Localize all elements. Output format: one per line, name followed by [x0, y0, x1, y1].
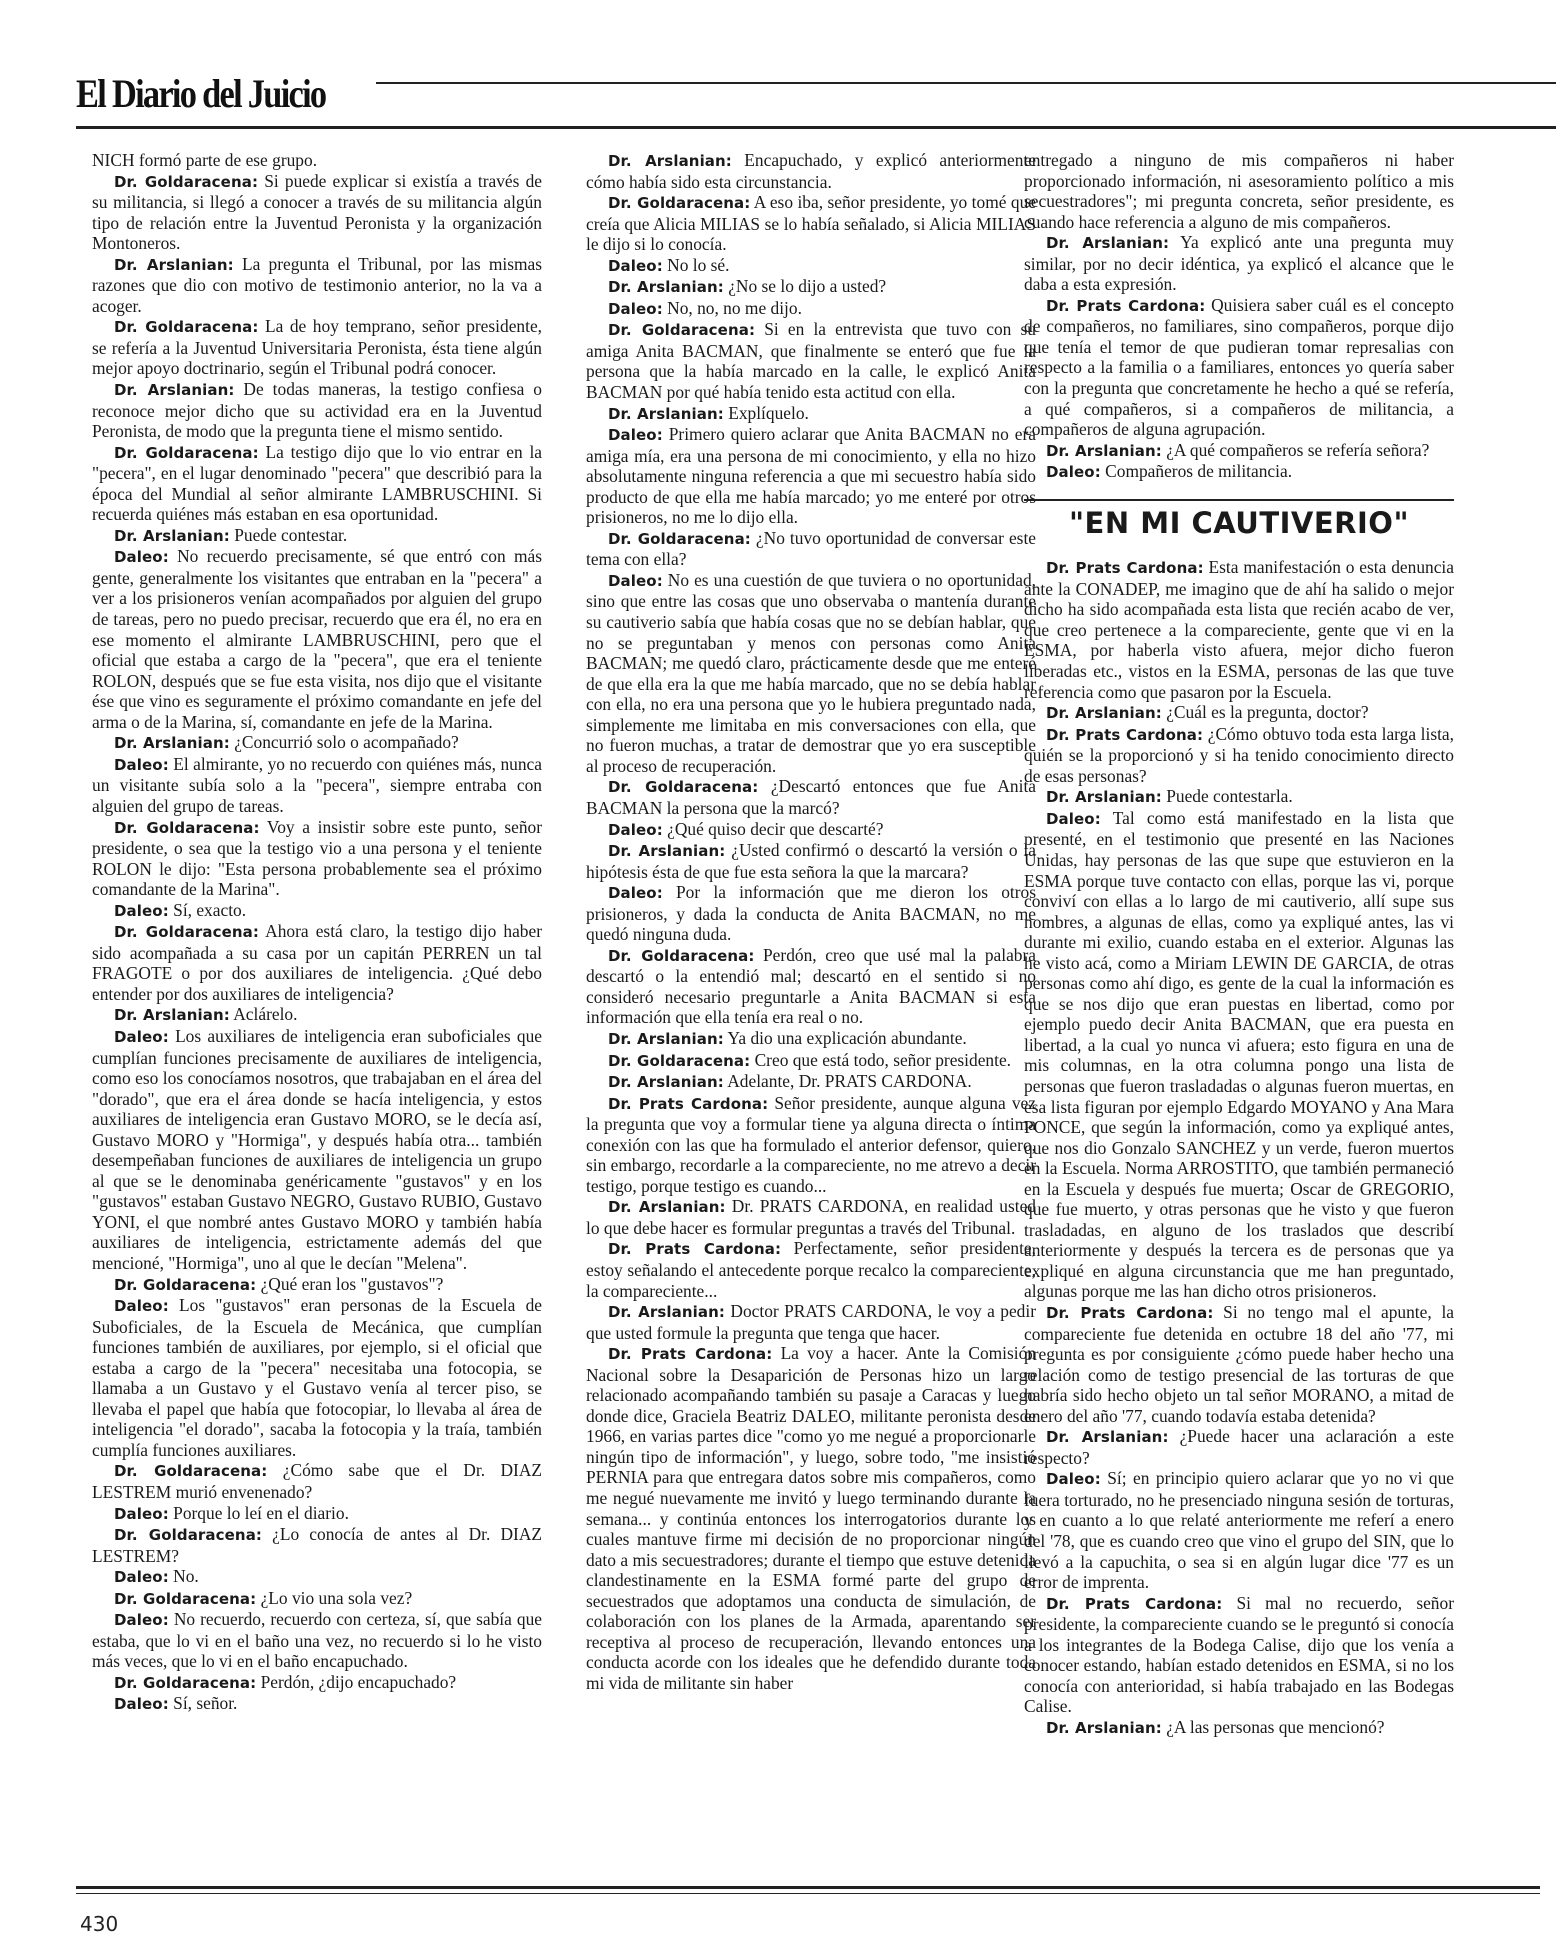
speech-text: ¿A las personas que mencionó?	[1161, 1716, 1385, 1737]
header-rule-thin	[376, 82, 1556, 84]
speech-text: ¿Cómo sabe que el Dr. DIAZ LESTREM murió envenenado?	[92, 1460, 543, 1502]
speaker-label: Dr. Prats Cardona:	[608, 1345, 773, 1364]
speaker-label: Dr. Arslanian:	[1046, 1428, 1169, 1447]
speaker-label: Daleo:	[114, 1504, 169, 1523]
speaker-label: Dr. Arslanian:	[608, 1303, 725, 1322]
transcript-paragraph	[92, 1295, 542, 1460]
column-1	[92, 150, 542, 1715]
transcript-paragraph	[586, 1071, 1036, 1093]
transcript-paragraph	[92, 1672, 542, 1694]
speech-text: Puede contestar.	[229, 524, 348, 545]
speaker-label: Daleo:	[114, 755, 169, 774]
speaker-label: Daleo:	[608, 426, 663, 445]
speech-text: Explíquelo.	[723, 402, 809, 423]
speech-text: ¿Qué eran los "gustavos"?	[256, 1273, 444, 1294]
speaker-label: Dr. Goldaracena:	[114, 923, 259, 942]
speaker-label: Dr. Arslanian:	[608, 152, 732, 170]
speaker-label: Daleo:	[1046, 809, 1101, 828]
header-rule-thick	[76, 126, 1556, 129]
column-3-bottom	[1024, 557, 1454, 1738]
transcript-paragraph	[1024, 461, 1454, 483]
speaker-label: Dr. Arslanian:	[608, 1198, 726, 1217]
speech-text: Doctor PRATS CARDONA, le voy a pedir que usted formule la pregunta que tenga que hacer.	[586, 1301, 1036, 1343]
transcript-paragraph	[92, 1693, 542, 1715]
speech-text: Si en la entrevista que tuvo con su amiga Anita BACMAN, que finalmente se enteró que fue la persona que la había marcado en la calle, le explicó Anita BACMAN por qué había tenido esta actitud con ella.	[586, 319, 1036, 403]
speech-text: Si mal no recuerdo, señor presidente, la compareciente cuando se le preguntó si conocía a los integrantes de la Bodega Calise, dijo que los venía a conocer estando, habían estado detenidos en ESMA, si no los conocía con anterioridad, si había trabajado en las Bodegas Calise.	[1024, 1592, 1454, 1717]
speech-text: De todas maneras, la testigo confiesa o reconoce mejor dicho que su actividad era en la Juventud Peronista, de modo que la pregunta tiene el mismo sentido.	[92, 379, 542, 442]
speaker-label: Dr. Arslanian:	[1046, 788, 1162, 807]
speaker-label: Daleo:	[1046, 1470, 1101, 1489]
transcript-paragraph	[586, 528, 1036, 570]
speech-text: Aclárelo.	[229, 1004, 298, 1025]
speech-text: Dr. PRATS CARDONA, en realidad usted lo que debe hacer es formular preguntas a través del Tribunal.	[586, 1196, 1036, 1238]
transcript-paragraph	[1024, 440, 1454, 462]
transcript-paragraph	[92, 1524, 542, 1566]
speaker-label: Dr. Prats Cardona:	[1046, 1303, 1214, 1322]
speech-text: ¿Puede hacer una aclaración a este respecto?	[1024, 1426, 1454, 1468]
transcript-paragraph	[1024, 232, 1454, 295]
speaker-label: Dr. Goldaracena:	[608, 1051, 751, 1070]
transcript-paragraph	[586, 1028, 1036, 1050]
transcript-paragraph	[92, 316, 542, 379]
speech-text: Sí, exacto.	[168, 899, 247, 920]
transcript-paragraph	[586, 945, 1036, 1028]
speech-text: No recuerdo precisamente, sé que entró con más gente, generalmente los visitantes que entraban en la "pecera" a ver a los prisioneros venían acompañados por alguien del grupo de tareas, pero no puedo precisar, recuerdo que era él, no era en ese momento el almirante LAMBRUSCHINI, pero que el oficial que estaba a cargo de la "pecera", que era el teniente ROLON, después que se fue esta visita, nos dijo que el visitante ése que vino es seguramente el próximo comandante en jefe del arma o de la Marina, sí, comandante en jefe de la Marina.	[92, 546, 542, 732]
speech-text: Señor presidente, aunque alguna vez la pregunta que voy a formular tiene ya alguna directa o íntima conexión con las que ha formulado el anterior defensor, quiero, sin embargo, recordarle a la compareciente, no me atrevo a decir testigo, porque testigo es cuando...	[586, 1092, 1036, 1196]
transcript-paragraph	[1024, 295, 1454, 440]
speech-text: Si puede explicar si existía a través de su militancia, si llegó a conocer a través de su militancia algún tipo de relación entre la Juventud Peronista y la organización Montoneros.	[92, 170, 542, 254]
speech-text: No recuerdo, recuerdo con certeza, sí, que sabía que estaba, que lo vi en el baño una vez, no recuerdo si lo he visto más veces, que lo vi en el baño encapuchado.	[92, 1609, 542, 1672]
speech-text: ¿Cuál es la pregunta, doctor?	[1161, 702, 1369, 723]
speech-text: ¿Cómo obtuvo toda esta larga lista, quién se la proporcionó y si ha tenido conocimiento directo de esas personas?	[1024, 723, 1454, 786]
speech-text: La de hoy temprano, señor presidente, se refería a la Juventud Universitaria Peronista, ésta tiene algún mejor apoyo doctrinario, según el Tribunal podrá conocer.	[92, 316, 543, 379]
transcript-paragraph	[92, 1004, 542, 1026]
speech-text: La voy a hacer. Ante la Comisión Nacional sobre la Desaparición de Personas hizo un largo relacionado acompañando también su pasaje a Caracas y luego donde dice, Graciela Beatriz DALEO, militante peronista desde 1966, en varias partes dice "como yo me negué a proporcionarle ningún tipo de información", y luego, sobre todo, "me insistió PERNIA para que entregara datos sobre mis compañeros, como me negué nuevamente me invitó y luego terminando durante la semana... y continúa entonces los interrogatorios durante los cuales mantuve firme mi decisión de no proporcionar ningún dato a mis secuestradores; durante el tiempo que estuve detenida clandestinamente en la ESMA formé parte del grupo de secuestrados que adoptamos una conducta de simulación, de colaboración con los planes de la Armada, aparentando ser receptiva al proceso de recuperación, llevando entonces una conducta acorde con los ideales que he defendido durante toda mi vida de militante sin haber	[586, 1343, 1036, 1693]
column-3	[1024, 150, 1454, 1738]
footer-rule-thick	[76, 1886, 1540, 1889]
transcript-paragraph	[92, 150, 542, 171]
speaker-label: Daleo:	[608, 884, 663, 903]
transcript-paragraph	[1024, 557, 1454, 702]
speaker-label: Daleo:	[114, 901, 169, 920]
speaker-label: Dr. Goldaracena:	[114, 1589, 257, 1608]
speaker-label: Dr. Goldaracena:	[114, 1462, 268, 1481]
transcript-paragraph	[92, 1566, 542, 1588]
speaker-label: Daleo:	[114, 1297, 169, 1316]
speech-text: Sí, señor.	[168, 1693, 238, 1714]
speech-text: ¿No tuvo oportunidad de conversar este tema con ella?	[586, 527, 1036, 570]
speech-text: ¿Usted confirmó o descartó la versión o la hipótesis ésta de que fue esta señora la que la marcara?	[586, 840, 1036, 882]
speaker-label: Dr. Goldaracena:	[114, 1526, 263, 1545]
transcript-paragraph	[586, 570, 1036, 776]
speaker-label: Daleo:	[1046, 463, 1101, 482]
speech-text: Creo que está todo, señor presidente.	[750, 1049, 1012, 1070]
transcript-paragraph	[1024, 702, 1454, 724]
masthead-title: El Diario del Juicio	[76, 71, 326, 116]
transcript-paragraph	[1024, 724, 1454, 787]
transcript-paragraph	[92, 525, 542, 547]
transcript-paragraph	[586, 403, 1036, 425]
speech-text: entregado a ninguno de mis compañeros ni haber proporcionado información, ni asesoramiento político a mis secuestradores"; mi pregunta concreta, señor presidente, es cuando hace referencia a alguno de mis compañeros.	[1024, 150, 1454, 232]
transcript-paragraph	[1024, 1426, 1454, 1468]
speech-text: Los "gustavos" eran personas de la Escuela de Suboficiales, de la Escuela de Mecánica, que cumplían funciones también de auxiliares, por ejemplo, si el oficial que estaba a cargo de la "pecera" necesitaba una fotocopia, se llamaba a un Gustavo y el Gustavo venía al tercer piso, se llevaba el papel que había que fotocopiar, lo llevaba al área de inteligencia "el dorado", sacaba la fotocopia y la traía, también cumplía funciones auxiliares.	[92, 1295, 542, 1460]
speaker-label: Daleo:	[608, 256, 663, 275]
speaker-label: Dr. Goldaracena:	[114, 318, 259, 337]
speaker-label: Daleo:	[114, 1027, 169, 1046]
speaker-label: Dr. Goldaracena:	[608, 194, 751, 213]
speaker-label: Dr. Arslanian:	[1046, 1718, 1162, 1737]
transcript-paragraph	[586, 882, 1036, 945]
speech-text: ¿A qué compañeros se refería señora?	[1161, 439, 1430, 460]
transcript-paragraph	[92, 921, 542, 1004]
speaker-label: Dr. Arslanian:	[608, 842, 726, 861]
transcript-paragraph	[586, 150, 1036, 192]
transcript-paragraph	[586, 192, 1036, 255]
transcript-paragraph	[586, 1196, 1036, 1238]
transcript-paragraph	[586, 298, 1036, 320]
transcript-paragraph	[92, 817, 542, 900]
speaker-label: Dr. Arslanian:	[1046, 441, 1162, 460]
footer-rule-thin	[76, 1893, 1540, 1894]
transcript-paragraph	[92, 732, 542, 754]
speaker-label: Dr. Prats Cardona:	[1046, 1594, 1223, 1613]
transcript-paragraph	[586, 319, 1036, 402]
speaker-label: Dr. Prats Cardona:	[608, 1094, 769, 1113]
speech-text: Primero quiero aclarar que Anita BACMAN no era amiga mía, era una persona de mi conocimiento, y ella no hizo absolutamente ninguna referencia a que mi secuestro había sido producto de que ella me había marcado; yo me enteré por otros prisioneros, no me lo dijo ella.	[586, 424, 1036, 528]
page-number: 430	[80, 1912, 119, 1936]
transcript-paragraph	[586, 1093, 1036, 1197]
speech-text: No es una cuestión de que tuviera o no oportunidad, sino que entre las cosas que uno observaba o mantenía durante su cautiverio sabía que había cosas que no se debían hablar, que no se preguntaban y menos con personas como Anita BACMAN; me quedó claro, prácticamente desde que me enteré de que ella era la que me había marcado, que no se debía hablar con ella, no era una persona que yo le hubiera preguntado nada, simplemente me limitaba en mis conversaciones con ella, que no fueron muchas, a tratar de demostrar que yo era susceptible al proceso de recuperación.	[586, 569, 1036, 776]
speaker-label: Daleo:	[608, 571, 663, 590]
speaker-label: Dr. Arslanian:	[114, 734, 230, 753]
speaker-label: Daleo:	[114, 1695, 169, 1714]
speaker-label: Dr. Prats Cardona:	[1046, 725, 1204, 744]
column-3-top	[1024, 150, 1454, 483]
speaker-label: Dr. Arslanian:	[608, 404, 724, 423]
transcript-paragraph	[586, 1238, 1036, 1301]
speech-text: Adelante, Dr. PRATS CARDONA.	[723, 1071, 972, 1092]
speaker-label: Dr. Prats Cardona:	[1046, 296, 1206, 315]
speaker-label: Dr. Goldaracena:	[608, 946, 755, 965]
speaker-label: Dr. Arslanian:	[114, 526, 230, 545]
transcript-paragraph	[92, 1609, 542, 1672]
speaker-label: Dr. Arslanian:	[608, 1029, 724, 1048]
transcript-paragraph	[92, 1588, 542, 1610]
speech-text: El almirante, yo no recuerdo con quiénes más, nunca un visitante subía solo a la "pecera", siempre entraba con alguien del grupo de tareas.	[92, 753, 542, 816]
transcript-paragraph	[92, 1274, 542, 1296]
speech-text: Perdón, creo que usé mal la palabra descartó o la entendió mal; descartó en el sentido si no consideró necesario preguntarle a Anita BACMAN si esta información que ella tenía era real o no.	[586, 944, 1037, 1028]
speaker-label: Dr. Goldaracena:	[608, 778, 759, 797]
transcript-paragraph	[586, 1301, 1036, 1343]
speaker-label: Dr. Goldaracena:	[114, 818, 260, 837]
speech-text: Si no tengo mal el apunte, la compareciente fue detenida en octubre 18 del año '77, mi pregunta es por consiguiente ¿cómo puede haber hecho una relación como de testigo presencial de las torturas de que habría sido hecho objeto un tal señor MORANO, a mitad de enero del año '77, cuando todavía estaba detenida?	[1024, 1301, 1454, 1426]
transcript-paragraph	[1024, 786, 1454, 808]
speaker-label: Dr. Arslanian:	[1046, 704, 1162, 723]
transcript-paragraph	[586, 1050, 1036, 1072]
speech-text: No.	[168, 1566, 199, 1587]
speaker-label: Dr. Goldaracena:	[114, 443, 259, 462]
speech-text: Perdón, ¿dijo encapuchado?	[256, 1671, 457, 1692]
transcript-paragraph	[92, 900, 542, 922]
speaker-label: Dr. Arslanian:	[608, 1073, 724, 1092]
speech-text: NICH formó parte de ese grupo.	[92, 150, 318, 170]
speech-text: Compañeros de militancia.	[1100, 461, 1293, 482]
speaker-label: Dr. Arslanian:	[114, 1006, 230, 1025]
speaker-label: Dr. Goldaracena:	[608, 321, 756, 340]
transcript-paragraph	[92, 1460, 542, 1502]
speech-text: Voy a insistir sobre este punto, señor presidente, o sea que la testigo vio a una persona y el teniente ROLON le dijo: "Esta persona probablemente sea el próximo comandante de la Marina".	[92, 816, 543, 900]
speaker-label: Dr. Goldaracena:	[114, 1275, 257, 1294]
speech-text: La testigo dijo que lo vio entrar en la "pecera", en el lugar denominado "pecera" que describió para la época del Mundial al señor almirante LAMBRUSCHINI. Si recuerda quiénes más estaban en esa oportunidad.	[92, 441, 542, 525]
page-header	[76, 70, 1556, 130]
speech-text: No, no, no me dijo.	[662, 297, 802, 318]
speech-text: ¿Concurrió solo o acompañado?	[229, 732, 459, 753]
speaker-label: Dr. Goldaracena:	[608, 529, 751, 548]
speaker-label: Daleo:	[608, 299, 663, 318]
transcript-paragraph	[92, 1026, 542, 1274]
speech-text: ¿Descartó entonces que fue Anita BACMAN la persona que la marcó?	[586, 776, 1037, 818]
transcript-paragraph	[92, 379, 542, 442]
speaker-label: Daleo:	[114, 1568, 169, 1587]
speech-text: ¿No se lo dijo a usted?	[723, 276, 887, 297]
transcript-paragraph	[92, 254, 542, 317]
transcript-paragraph	[586, 255, 1036, 277]
speech-text: La pregunta el Tribunal, por las mismas razones que dio con motivo de testimonio anterior, no la va a acoger.	[92, 253, 542, 316]
section-title: "EN MI CAUTIVERIO"	[1068, 505, 1410, 540]
speech-text: ¿Lo conocía de antes al Dr. DIAZ LESTREM?	[92, 1524, 542, 1566]
speech-text: Puede contestarla.	[1161, 786, 1293, 807]
speech-text: Perfectamente, señor presidente, estoy señalando el antecedente porque recalco la compareciente, la compareciente...	[586, 1238, 1036, 1301]
speech-text: ¿Lo vio una sola vez?	[256, 1587, 413, 1608]
speaker-label: Daleo:	[114, 548, 169, 567]
speaker-label: Daleo:	[114, 1611, 169, 1630]
speech-text: No lo sé.	[662, 254, 730, 275]
speech-text: Los auxiliares de inteligencia eran suboficiales que cumplían funciones precisamente de auxiliares de inteligencia, como eso los conocíamos nosotros, que trabajaban en el área del "dorado", que era el área donde se hacía inteligencia, y estos auxiliares de inteligencia eran Gustavo MORO, se le decía así, Gustavo MORO y "Hormiga", y después había otra... también desempeñaban funciones de auxiliares de inteligencia un grupo al que se le denominaba genéricamente "gustavos" y en los "gustavos" estaban Gustavo NEGRO, Gustavo RUBIO, Gustavo YONI, el que nombré antes Gustavo MORO y también había auxiliares de inteligencia, estrictamente además del que mencioné, "Hormiga", uno al que le decían "Melena".	[92, 1025, 542, 1273]
speaker-label: Dr. Arslanian:	[114, 381, 235, 400]
transcript-paragraph	[92, 442, 542, 525]
speech-text: ¿Qué quiso decir que descarté?	[662, 818, 884, 839]
speaker-label: Dr. Arslanian:	[114, 255, 234, 274]
speaker-label: Dr. Arslanian:	[608, 278, 724, 297]
speech-text: Por la información que me dieron los otros prisioneros, y dada la conducta de Anita BACMAN, no me quedó ninguna duda.	[586, 882, 1036, 945]
transcript-paragraph	[1024, 1302, 1454, 1426]
speaker-label: Daleo:	[608, 820, 663, 839]
transcript-paragraph	[1024, 1717, 1454, 1739]
transcript-paragraph	[1024, 808, 1454, 1302]
transcript-paragraph	[586, 1343, 1036, 1693]
transcript-paragraph	[92, 546, 542, 732]
speech-text: Ya explicó ante una pregunta muy similar, por no decir idéntica, ya explicó el alcance que le daba a esta expresión.	[1024, 232, 1454, 295]
speaker-label: Dr. Goldaracena:	[114, 172, 259, 191]
transcript-paragraph	[92, 754, 542, 817]
speech-text: Sí; en principio quiero aclarar que yo no vi que fuera torturado, no he presenciado ninguna sesión de torturas, y en cuanto a lo que relaté anteriormente me referí a enero del '78, que es cuando creo que vino el grupo del SIN, que lo llevó a la capuchita, o sea si en algún lugar dice '77 es un error de imprenta.	[1024, 1468, 1454, 1593]
transcript-paragraph	[1024, 1593, 1454, 1717]
section-rule	[1024, 499, 1454, 501]
speech-text: Encapuchado, y explicó anteriormente cómo había sido esta circunstancia.	[586, 150, 1036, 192]
transcript-paragraph	[92, 171, 542, 254]
speech-text: A eso iba, señor presidente, yo tomé que creía que Alicia MILIAS se lo había señalado, si Alicia MILIAS le dijo si lo conocía.	[586, 192, 1036, 255]
speaker-label: Dr. Arslanian:	[1046, 234, 1170, 253]
speech-text: Tal como está manifestado en la lista que presenté, en el testimonio que presenté en las Naciones Unidas, hay personas de las que supe que estuvieron en la ESMA porque tuve contacto con ellas, porque las vi, porque conviví con ellas a lo largo de mi cautiverio, allí supe sus nombres, a algunas de ellas, como ya expliqué antes, las vi durante mi exilio, cuando estaba en el exterior. Algunas las he visto acá, como a Miriam LEWIN DE GARCIA, de otras personas como ahí digo, es gente de la cual la información es que se nos dijo que eran puestas en libertad, como por ejemplo puedo decir Anita BACMAN, que era puesta en libertad, a la cual yo nunca vi afuera; esto figura en una de mis columnas, en la otra columna pongo una lista de personas que fueron trasladadas o algunas fueron muertas, en esa lista figuran por ejemplo Edgardo MOYANO y Ana Mara PONCE, que según la información, como ya expliqué antes, que nos dio Gonzalo SANCHEZ y un verde, fueron muertos en la Escuela. Norma ARROSTITO, que también permaneció en la Escuela y después fue muerta; Oscar de GREGORIO, que fue muerto, y otras personas que he visto y que fueron trasladadas, en alguno de los traslados que describí anteriormente y después la tercera es de personas que ya expliqué en alguna circunstancia que me han preguntado, algunas porque me las han dicho otros prisioneros.	[1024, 807, 1454, 1302]
speaker-label: Dr. Prats Cardona:	[608, 1240, 782, 1259]
speaker-label: Dr. Goldaracena:	[114, 1673, 257, 1692]
speech-text: Ahora está claro, la testigo dijo haber sido acompañada a su casa por un capitán PERREN un tal FRAGOTE o por dos auxiliares de inteligencia. ¿Qué debo entender por dos auxiliares de inteligencia?	[92, 921, 543, 1004]
transcript-paragraph	[1024, 1468, 1454, 1592]
speech-text: Ya dio una explicación abundante.	[723, 1027, 967, 1048]
transcript-paragraph	[92, 1503, 542, 1525]
transcript-paragraph	[586, 776, 1036, 818]
transcript-paragraph	[586, 276, 1036, 298]
transcript-paragraph	[586, 424, 1036, 528]
speech-text: Porque lo leí en el diario.	[168, 1502, 349, 1523]
column-2	[586, 150, 1036, 1693]
transcript-paragraph	[1024, 150, 1454, 232]
speech-text: Esta manifestación o esta denuncia ante la CONADEP, me imagino que de ahí ha salido o mejor dicho ha sido acompañada esta lista que recién acabo de ver, que creo pertenece a la compareciente, gente que vi en la ESMA, por haberla visto afuera, mejor dicho fueron liberadas etc., vistos en la ESMA, personas de las que tuve referencia como que pasaron por la Escuela.	[1024, 557, 1454, 702]
speech-text: Quisiera saber cuál es el concepto de compañeros, no familiares, sino compañeros, porque dijo que tenía el temor de que pudieran tomar represalias con respecto a la familia o a familiares, entonces yo quería saber con la pregunta que concretamente he hecho a qué se refería, a qué compañeros, si a compañeros de militancia, a compañeros de alguna agrupación.	[1024, 294, 1454, 440]
transcript-paragraph	[586, 840, 1036, 882]
speaker-label: Dr. Prats Cardona:	[1046, 559, 1204, 578]
transcript-paragraph	[586, 819, 1036, 841]
